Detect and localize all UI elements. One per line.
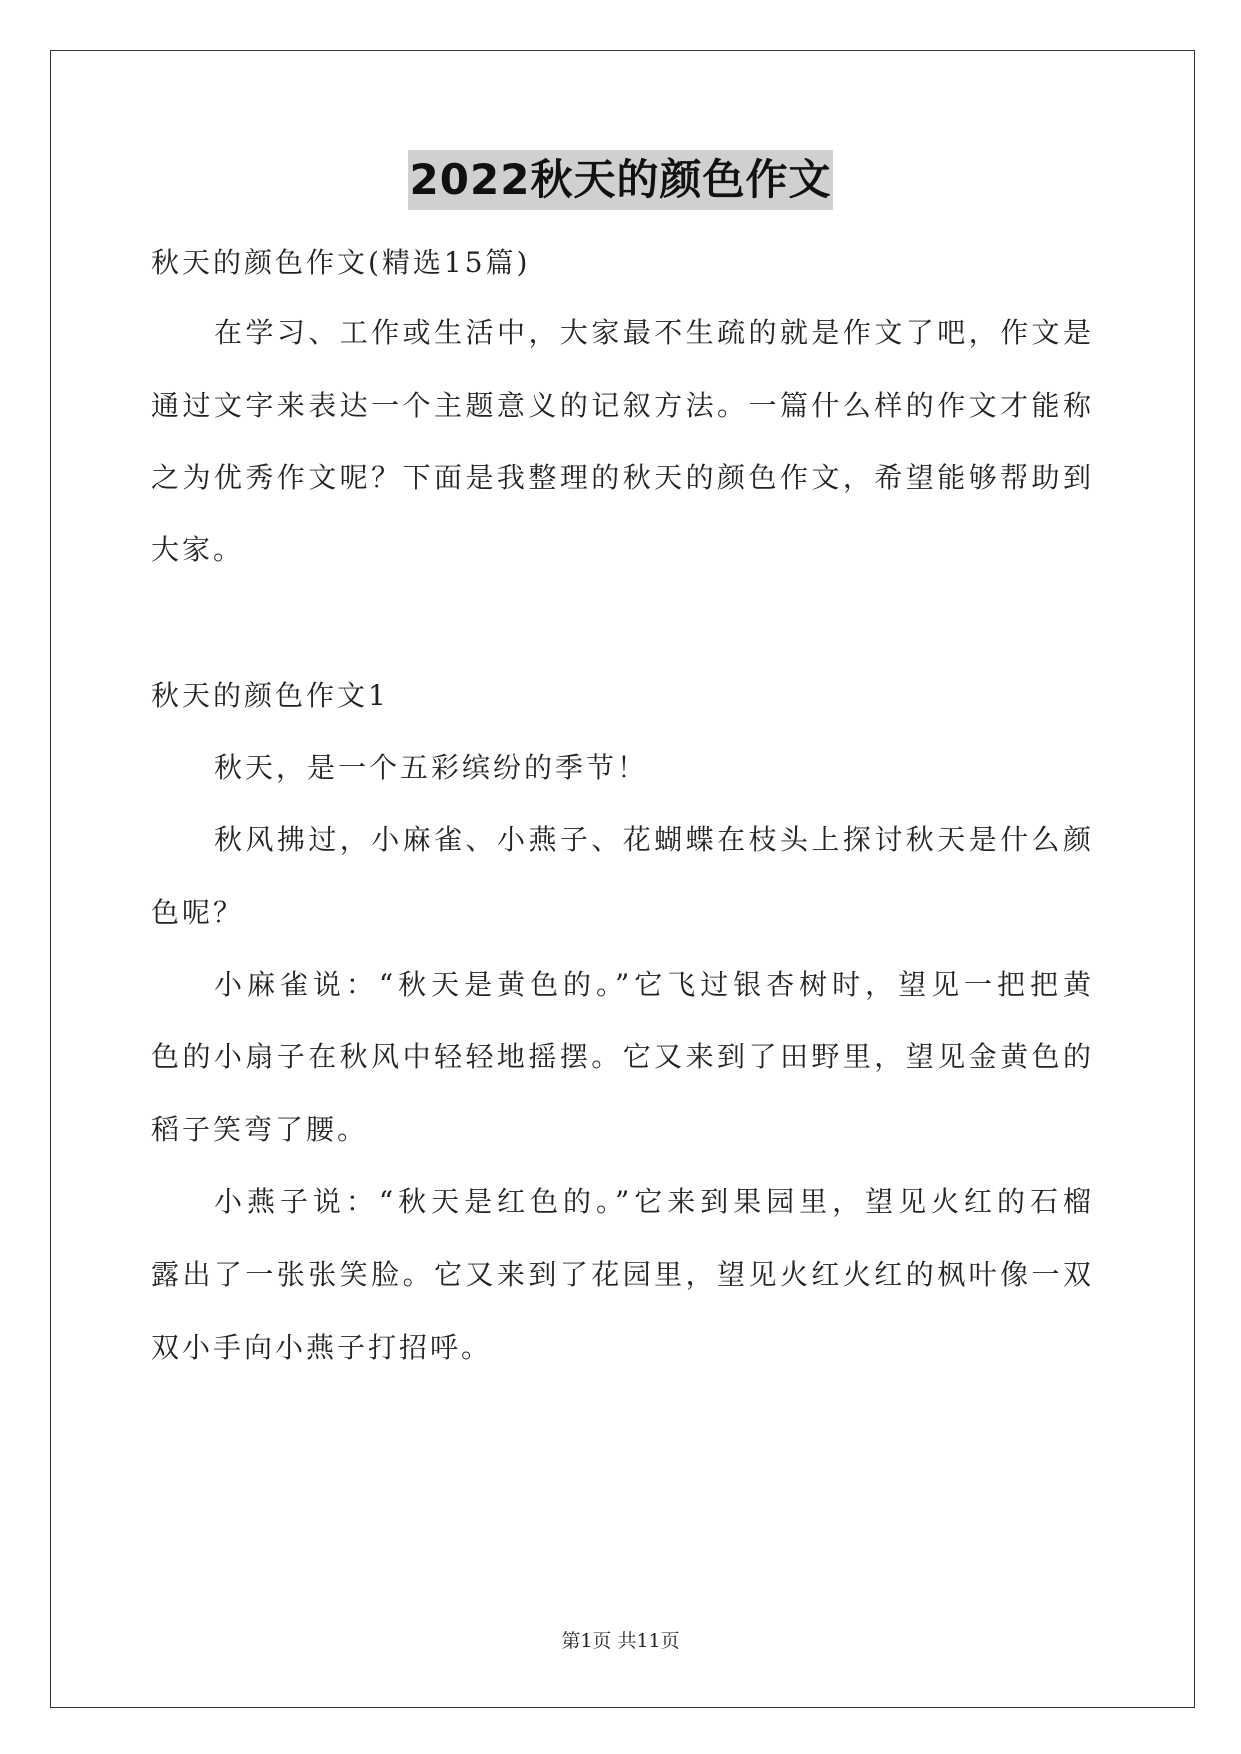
paragraph-line: 色呢？ (151, 896, 245, 929)
paragraph-line: 色的小扇子在秋风中轻轻地摇摆。它又来到了田野里，望见金黄色的 (151, 1040, 1091, 1073)
paragraph-line: 稻子笑弯了腰。 (151, 1113, 369, 1146)
document-title: 2022秋天的颜色作文 (408, 150, 834, 210)
paragraph-line: 秋天，是一个五彩缤纷的季节！ (214, 751, 649, 784)
paragraph-line: 通过文字来表达一个主题意义的记叙方法。一篇什么样的作文才能称 (151, 389, 1091, 422)
paragraph-line: 双小手向小燕子打招呼。 (151, 1331, 493, 1364)
title-container (0, 150, 1241, 210)
paragraph-line: 之为优秀作文呢？下面是我整理的秋天的颜色作文，希望能够帮助到 (151, 461, 1091, 494)
section-heading: 秋天的颜色作文1 (151, 679, 389, 712)
paragraph-line: 秋风拂过，小麻雀、小燕子、花蝴蝶在枝头上探讨秋天是什么颜 (214, 823, 1091, 856)
page-footer: 第1页 共11页 (561, 1630, 680, 1652)
paragraph-line: 露出了一张张笑脸。它又来到了花园里，望见火红火红的枫叶像一双 (151, 1258, 1091, 1291)
paragraph-line: 在学习、工作或生活中，大家最不生疏的就是作文了吧，作文是 (214, 316, 1091, 349)
page-border (50, 50, 1195, 1708)
paragraph-line: 小麻雀说：“秋天是黄色的。”它飞过银杏树时，望见一把把黄 (214, 968, 1091, 1001)
subtitle-line: 秋天的颜色作文(精选15篇) (151, 246, 531, 279)
paragraph-line: 大家。 (151, 533, 245, 566)
paragraph-line: 小燕子说：“秋天是红色的。”它来到果园里，望见火红的石榴 (214, 1185, 1091, 1218)
